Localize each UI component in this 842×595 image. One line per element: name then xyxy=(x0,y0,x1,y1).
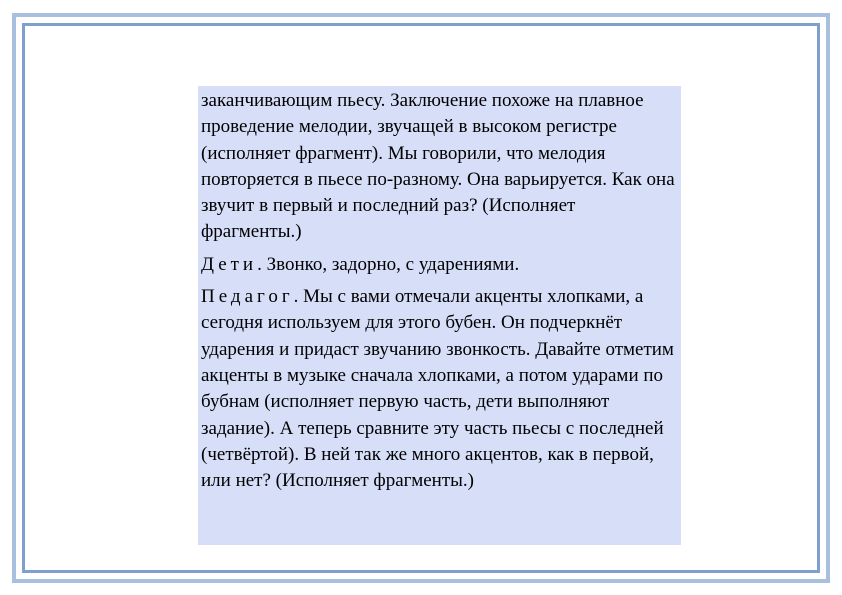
paragraph-2 xyxy=(201,252,678,278)
speaker-teacher: Педагог xyxy=(201,286,294,308)
paragraph-3 xyxy=(201,284,678,494)
paragraph-1 xyxy=(201,88,678,246)
text-box xyxy=(198,86,681,545)
speaker-children: Дети xyxy=(201,253,258,275)
paragraph-2-text: . Звонко, задорно, с ударениями. xyxy=(257,253,520,275)
paragraph-1-text: заканчивающим пьесу. Заключение похоже на плавное проведение мелодии, звучащей в высоком регистре (исполняет фрагмент). Мы говорили, что мелодия повторяется в пьесе по-разному. Она варьируется. Как она звучит в первый и последний раз? (Исполняет фрагменты.) xyxy=(201,90,675,243)
paragraph-3-text: . Мы с вами отмечали акценты хлопками, а сегодня используем для этого бубен. Он подчеркнёт ударения и придаст звучанию звонкость. Давайте отметим акценты в музыке сначала хлопками, а потом ударами по бубнам (исполняет первую часть, дети выполняют задание). А теперь сравните эту часть пьесы с последней (четвёртой). В ней так же много акцентов, как в первой, или нет? (Исполняет фрагменты.) xyxy=(201,286,674,492)
